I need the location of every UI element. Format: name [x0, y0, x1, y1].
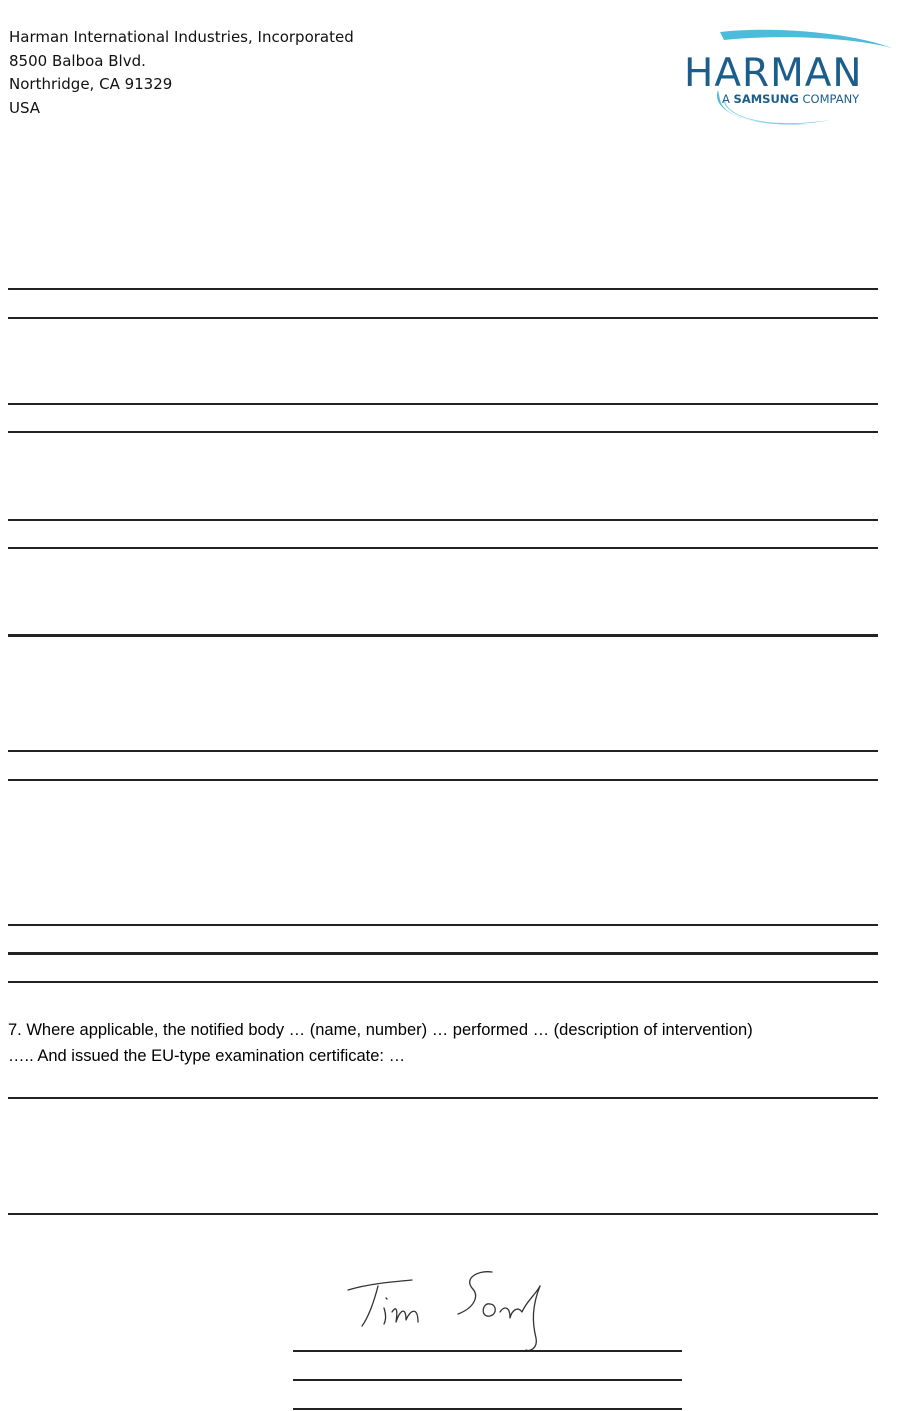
logo-wordmark: HARMAN	[684, 51, 863, 96]
form-rule	[8, 1213, 878, 1215]
form-rule	[8, 750, 878, 752]
form-rule	[8, 519, 878, 521]
form-rule	[8, 981, 878, 983]
address-line-company: Harman International Industries, Incorporated	[9, 28, 354, 46]
form-rule	[8, 634, 878, 637]
address-line-street: 8500 Balboa Blvd.	[9, 51, 146, 70]
signature-rule	[293, 1408, 682, 1410]
signature-icon	[340, 1262, 560, 1362]
form-rule	[8, 431, 878, 433]
section-7-line-2: ….. And issued the EU-type examination certificate: …	[8, 1047, 406, 1065]
company-address	[9, 26, 354, 120]
signature-rule	[293, 1350, 682, 1352]
address-line-city: Northridge, CA 91329	[9, 75, 173, 93]
form-rule	[8, 288, 878, 290]
section-7-line-1: 7. Where applicable, the notified body … (name, number) … performed … (description of intervention)	[8, 1021, 753, 1039]
section-7-text	[8, 1017, 888, 1069]
form-rule	[8, 403, 878, 405]
logo-tagline: A SAMSUNG COMPANY	[722, 92, 860, 106]
form-rule	[8, 924, 878, 926]
signature-rule	[293, 1379, 682, 1381]
form-rule	[8, 547, 878, 549]
address-line-country: USA	[9, 98, 41, 117]
form-rule	[8, 317, 878, 319]
form-rule	[8, 779, 878, 781]
form-rule	[8, 952, 878, 955]
form-rule	[8, 1097, 878, 1099]
harman-logo	[680, 28, 912, 130]
